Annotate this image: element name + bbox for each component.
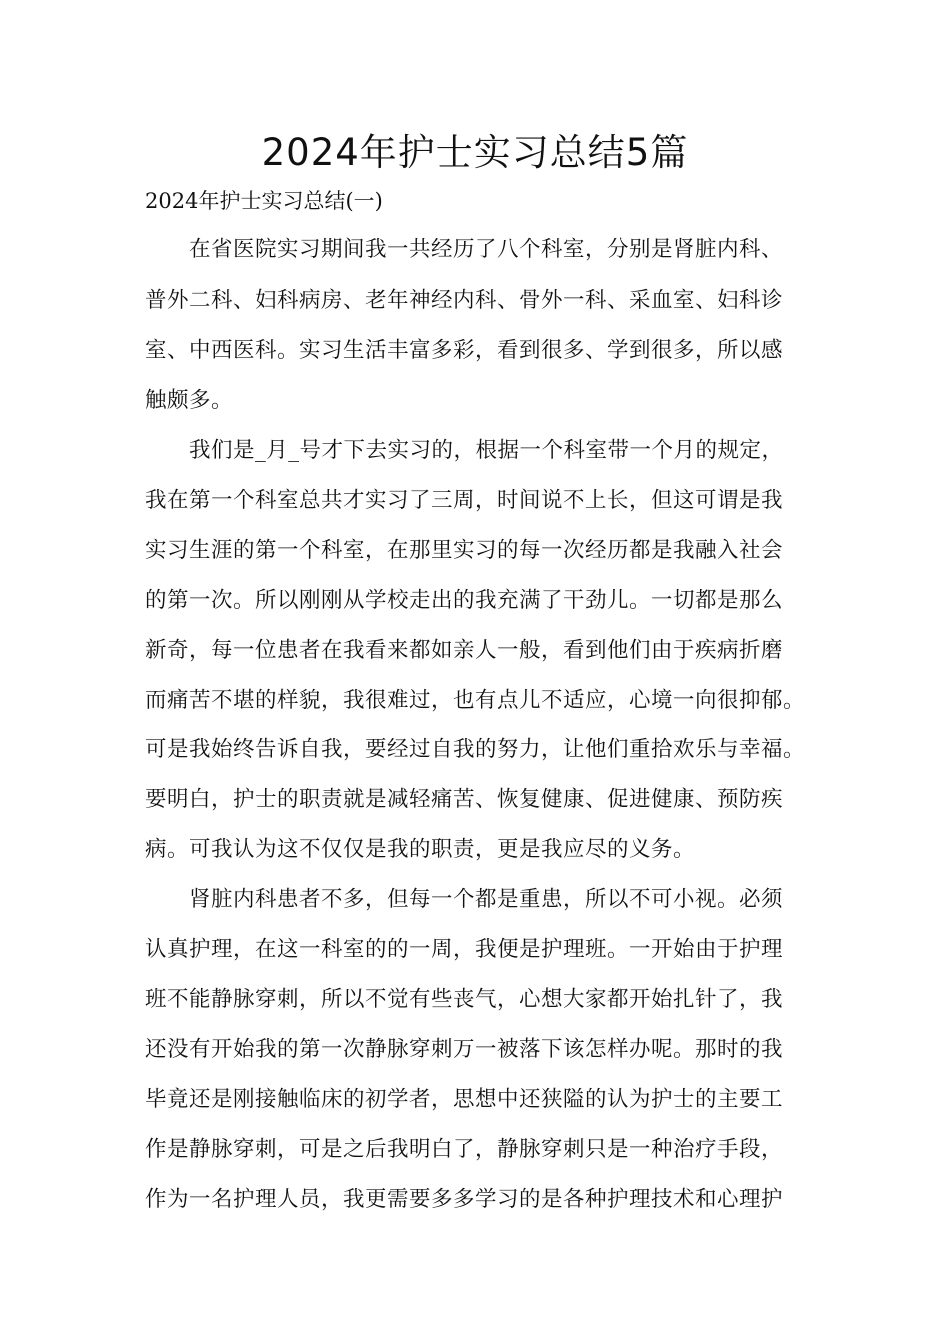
body-line: 而痛苦不堪的样貌，我很难过，也有点儿不适应，心境一向很抑郁。	[145, 688, 806, 713]
body-line: 在省医院实习期间我一共经历了八个科室，分别是肾脏内科、	[145, 237, 784, 262]
body-line: 作为一名护理人员，我更需要多多学习的是各种护理技术和心理护	[145, 1187, 784, 1212]
body-line: 新奇，每一位患者在我看来都如亲人一般，看到他们由于疾病折磨	[145, 638, 784, 663]
body-line: 认真护理，在这一科室的的一周，我便是护理班。一开始由于护理	[145, 937, 784, 962]
body-line: 普外二科、妇科病房、老年神经内科、骨外一科、采血室、妇科诊	[145, 288, 784, 313]
body-line: 毕竟还是刚接触临床的初学者，思想中还狭隘的认为护士的主要工	[145, 1087, 784, 1112]
body-line: 我们是_月_号才下去实习的，根据一个科室带一个月的规定，	[145, 438, 784, 463]
body-line: 要明白，护士的职责就是减轻痛苦、恢复健康、促进健康、预防疾	[145, 787, 784, 812]
body-line: 触颇多。	[145, 388, 234, 413]
body-line: 病。可我认为这不仅仅是我的职责，更是我应尽的义务。	[145, 837, 696, 862]
body-line: 可是我始终告诉自我，要经过自我的努力，让他们重拾欢乐与幸福。	[145, 737, 806, 762]
body-line: 实习生涯的第一个科室，在那里实习的每一次经历都是我融入社会	[145, 538, 784, 563]
body-line: 室、中西医科。实习生活丰富多彩，看到很多、学到很多，所以感	[145, 338, 784, 363]
section-heading: 2024年护士实习总结(一)	[145, 189, 383, 213]
body-line: 还没有开始我的第一次静脉穿刺万一被落下该怎样办呢。那时的我	[145, 1037, 784, 1062]
body-line: 肾脏内科患者不多，但每一个都是重患，所以不可小视。必须	[145, 887, 784, 912]
body-line: 班不能静脉穿刺，所以不觉有些丧气，心想大家都开始扎针了，我	[145, 987, 784, 1012]
body-line: 我在第一个科室总共才实习了三周，时间说不上长，但这可谓是我	[145, 488, 784, 513]
document-title: 2024年护士实习总结5篇	[261, 131, 689, 174]
body-line: 作是静脉穿刺，可是之后我明白了，静脉穿刺只是一种治疗手段，	[145, 1137, 784, 1162]
body-line: 的第一次。所以刚刚从学校走出的我充满了干劲儿。一切都是那么	[145, 588, 784, 613]
